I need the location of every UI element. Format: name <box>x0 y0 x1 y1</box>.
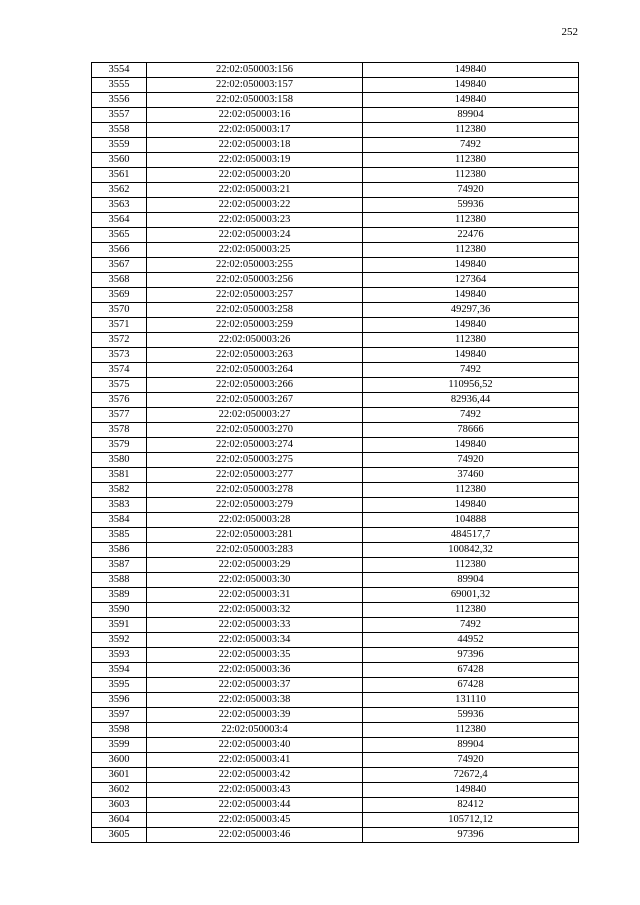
value-cell: 44952 <box>363 633 579 648</box>
row-number-cell: 3557 <box>92 108 147 123</box>
cadastral-number-cell: 22:02:050003:255 <box>147 258 363 273</box>
cadastral-number-cell: 22:02:050003:264 <box>147 363 363 378</box>
row-number-cell: 3593 <box>92 648 147 663</box>
row-number-cell: 3574 <box>92 363 147 378</box>
value-cell: 89904 <box>363 738 579 753</box>
cadastral-number-cell: 22:02:050003:158 <box>147 93 363 108</box>
table-row <box>92 333 579 348</box>
value-cell: 49297,36 <box>363 303 579 318</box>
row-number-cell: 3602 <box>92 783 147 798</box>
row-number-cell: 3555 <box>92 78 147 93</box>
cadastral-number-cell: 22:02:050003:40 <box>147 738 363 753</box>
row-number-cell: 3568 <box>92 273 147 288</box>
cadastral-number-cell: 22:02:050003:20 <box>147 168 363 183</box>
value-cell: 104888 <box>363 513 579 528</box>
row-number-cell: 3571 <box>92 318 147 333</box>
table-row <box>92 528 579 543</box>
cadastral-number-cell: 22:02:050003:30 <box>147 573 363 588</box>
row-number-cell: 3594 <box>92 663 147 678</box>
value-cell: 149840 <box>363 498 579 513</box>
table-row <box>92 123 579 138</box>
table-row <box>92 93 579 108</box>
cadastral-number-cell: 22:02:050003:22 <box>147 198 363 213</box>
value-cell: 7492 <box>363 138 579 153</box>
cadastral-number-cell: 22:02:050003:17 <box>147 123 363 138</box>
table-row <box>92 768 579 783</box>
row-number-cell: 3601 <box>92 768 147 783</box>
row-number-cell: 3582 <box>92 483 147 498</box>
row-number-cell: 3591 <box>92 618 147 633</box>
table-row <box>92 453 579 468</box>
value-cell: 89904 <box>363 573 579 588</box>
page-number: 252 <box>561 26 578 38</box>
row-number-cell: 3575 <box>92 378 147 393</box>
value-cell: 112380 <box>363 213 579 228</box>
table-row <box>92 483 579 498</box>
table-row <box>92 228 579 243</box>
value-cell: 7492 <box>363 618 579 633</box>
table-row <box>92 198 579 213</box>
table-row <box>92 708 579 723</box>
row-number-cell: 3596 <box>92 693 147 708</box>
row-number-cell: 3577 <box>92 408 147 423</box>
cadastral-number-cell: 22:02:050003:24 <box>147 228 363 243</box>
table-row <box>92 363 579 378</box>
cadastral-number-cell: 22:02:050003:157 <box>147 78 363 93</box>
row-number-cell: 3583 <box>92 498 147 513</box>
table-row <box>92 588 579 603</box>
table-row <box>92 153 579 168</box>
cadastral-number-cell: 22:02:050003:259 <box>147 318 363 333</box>
table-row <box>92 468 579 483</box>
cadastral-number-cell: 22:02:050003:258 <box>147 303 363 318</box>
table-row <box>92 243 579 258</box>
table-row <box>92 408 579 423</box>
table-row <box>92 513 579 528</box>
value-cell: 59936 <box>363 708 579 723</box>
cadastral-number-cell: 22:02:050003:256 <box>147 273 363 288</box>
cadastral-number-cell: 22:02:050003:35 <box>147 648 363 663</box>
cadastral-number-cell: 22:02:050003:44 <box>147 798 363 813</box>
row-number-cell: 3585 <box>92 528 147 543</box>
value-cell: 112380 <box>363 558 579 573</box>
cadastral-number-cell: 22:02:050003:45 <box>147 813 363 828</box>
value-cell: 22476 <box>363 228 579 243</box>
cadastral-number-cell: 22:02:050003:28 <box>147 513 363 528</box>
table-row <box>92 108 579 123</box>
cadastral-number-cell: 22:02:050003:38 <box>147 693 363 708</box>
row-number-cell: 3597 <box>92 708 147 723</box>
value-cell: 131110 <box>363 693 579 708</box>
table-row <box>92 648 579 663</box>
row-number-cell: 3563 <box>92 198 147 213</box>
value-cell: 74920 <box>363 183 579 198</box>
value-cell: 149840 <box>363 258 579 273</box>
value-cell: 112380 <box>363 123 579 138</box>
table-row <box>92 498 579 513</box>
table-row <box>92 423 579 438</box>
value-cell: 82936,44 <box>363 393 579 408</box>
cadastral-number-cell: 22:02:050003:33 <box>147 618 363 633</box>
row-number-cell: 3599 <box>92 738 147 753</box>
cadastral-number-cell: 22:02:050003:27 <box>147 408 363 423</box>
row-number-cell: 3562 <box>92 183 147 198</box>
value-cell: 74920 <box>363 453 579 468</box>
table-row <box>92 438 579 453</box>
table-row <box>92 663 579 678</box>
value-cell: 149840 <box>363 63 579 78</box>
value-cell: 112380 <box>363 333 579 348</box>
cadastral-number-cell: 22:02:050003:34 <box>147 633 363 648</box>
row-number-cell: 3586 <box>92 543 147 558</box>
value-cell: 97396 <box>363 648 579 663</box>
row-number-cell: 3604 <box>92 813 147 828</box>
cadastral-number-cell: 22:02:050003:29 <box>147 558 363 573</box>
row-number-cell: 3559 <box>92 138 147 153</box>
value-cell: 149840 <box>363 93 579 108</box>
cadastral-number-cell: 22:02:050003:257 <box>147 288 363 303</box>
cadastral-number-cell: 22:02:050003:31 <box>147 588 363 603</box>
cadastral-number-cell: 22:02:050003:263 <box>147 348 363 363</box>
table-row <box>92 348 579 363</box>
row-number-cell: 3573 <box>92 348 147 363</box>
row-number-cell: 3595 <box>92 678 147 693</box>
row-number-cell: 3587 <box>92 558 147 573</box>
row-number-cell: 3598 <box>92 723 147 738</box>
cadastral-number-cell: 22:02:050003:266 <box>147 378 363 393</box>
value-cell: 110956,52 <box>363 378 579 393</box>
row-number-cell: 3605 <box>92 828 147 843</box>
table-row <box>92 393 579 408</box>
value-cell: 82412 <box>363 798 579 813</box>
cadastral-number-cell: 22:02:050003:278 <box>147 483 363 498</box>
cadastral-number-cell: 22:02:050003:43 <box>147 783 363 798</box>
value-cell: 112380 <box>363 153 579 168</box>
value-cell: 67428 <box>363 678 579 693</box>
cadastral-number-cell: 22:02:050003:16 <box>147 108 363 123</box>
cadastral-number-cell: 22:02:050003:26 <box>147 333 363 348</box>
value-cell: 112380 <box>363 603 579 618</box>
table-row <box>92 573 579 588</box>
table-row <box>92 168 579 183</box>
value-cell: 7492 <box>363 408 579 423</box>
table-row <box>92 288 579 303</box>
table-row <box>92 753 579 768</box>
table-row <box>92 273 579 288</box>
row-number-cell: 3600 <box>92 753 147 768</box>
value-cell: 112380 <box>363 168 579 183</box>
table-row <box>92 678 579 693</box>
value-cell: 37460 <box>363 468 579 483</box>
cadastral-number-cell: 22:02:050003:281 <box>147 528 363 543</box>
row-number-cell: 3567 <box>92 258 147 273</box>
table-row <box>92 693 579 708</box>
value-cell: 67428 <box>363 663 579 678</box>
row-number-cell: 3565 <box>92 228 147 243</box>
table-row <box>92 813 579 828</box>
row-number-cell: 3588 <box>92 573 147 588</box>
table-row <box>92 318 579 333</box>
row-number-cell: 3564 <box>92 213 147 228</box>
cadastral-number-cell: 22:02:050003:267 <box>147 393 363 408</box>
cadastral-number-cell: 22:02:050003:18 <box>147 138 363 153</box>
table-row <box>92 63 579 78</box>
table-body <box>92 63 579 843</box>
cadastral-number-cell: 22:02:050003:37 <box>147 678 363 693</box>
table-row <box>92 138 579 153</box>
value-cell: 484517,7 <box>363 528 579 543</box>
cadastral-number-cell: 22:02:050003:46 <box>147 828 363 843</box>
cadastral-number-cell: 22:02:050003:25 <box>147 243 363 258</box>
table-row <box>92 618 579 633</box>
row-number-cell: 3580 <box>92 453 147 468</box>
value-cell: 59936 <box>363 198 579 213</box>
table-row <box>92 828 579 843</box>
value-cell: 149840 <box>363 78 579 93</box>
table-row <box>92 78 579 93</box>
row-number-cell: 3570 <box>92 303 147 318</box>
cadastral-number-cell: 22:02:050003:274 <box>147 438 363 453</box>
row-number-cell: 3572 <box>92 333 147 348</box>
value-cell: 7492 <box>363 363 579 378</box>
cadastral-number-cell: 22:02:050003:19 <box>147 153 363 168</box>
table-row <box>92 723 579 738</box>
table-row <box>92 558 579 573</box>
cadastral-number-cell: 22:02:050003:156 <box>147 63 363 78</box>
row-number-cell: 3558 <box>92 123 147 138</box>
value-cell: 97396 <box>363 828 579 843</box>
row-number-cell: 3590 <box>92 603 147 618</box>
value-cell: 69001,32 <box>363 588 579 603</box>
row-number-cell: 3584 <box>92 513 147 528</box>
value-cell: 127364 <box>363 273 579 288</box>
value-cell: 89904 <box>363 108 579 123</box>
row-number-cell: 3578 <box>92 423 147 438</box>
value-cell: 112380 <box>363 723 579 738</box>
cadastral-number-cell: 22:02:050003:42 <box>147 768 363 783</box>
value-cell: 149840 <box>363 438 579 453</box>
table-row <box>92 738 579 753</box>
value-cell: 112380 <box>363 243 579 258</box>
table-row <box>92 183 579 198</box>
row-number-cell: 3556 <box>92 93 147 108</box>
cadastral-number-cell: 22:02:050003:283 <box>147 543 363 558</box>
cadastral-number-cell: 22:02:050003:21 <box>147 183 363 198</box>
row-number-cell: 3569 <box>92 288 147 303</box>
value-cell: 149840 <box>363 318 579 333</box>
table-row <box>92 303 579 318</box>
value-cell: 100842,32 <box>363 543 579 558</box>
table-row <box>92 633 579 648</box>
row-number-cell: 3579 <box>92 438 147 453</box>
row-number-cell: 3566 <box>92 243 147 258</box>
value-cell: 149840 <box>363 348 579 363</box>
table-row <box>92 258 579 273</box>
cadastral-number-cell: 22:02:050003:277 <box>147 468 363 483</box>
cadastral-number-cell: 22:02:050003:23 <box>147 213 363 228</box>
table-row <box>92 798 579 813</box>
cadastral-number-cell: 22:02:050003:4 <box>147 723 363 738</box>
row-number-cell: 3560 <box>92 153 147 168</box>
cadastral-number-cell: 22:02:050003:36 <box>147 663 363 678</box>
value-cell: 78666 <box>363 423 579 438</box>
table-row <box>92 603 579 618</box>
row-number-cell: 3561 <box>92 168 147 183</box>
cadastral-number-cell: 22:02:050003:275 <box>147 453 363 468</box>
table-row <box>92 213 579 228</box>
cadastral-number-cell: 22:02:050003:39 <box>147 708 363 723</box>
value-cell: 149840 <box>363 288 579 303</box>
value-cell: 112380 <box>363 483 579 498</box>
row-number-cell: 3603 <box>92 798 147 813</box>
value-cell: 105712,12 <box>363 813 579 828</box>
table-row <box>92 378 579 393</box>
cadastral-number-cell: 22:02:050003:41 <box>147 753 363 768</box>
row-number-cell: 3576 <box>92 393 147 408</box>
table-row <box>92 543 579 558</box>
row-number-cell: 3581 <box>92 468 147 483</box>
table-row <box>92 783 579 798</box>
cadastral-number-cell: 22:02:050003:32 <box>147 603 363 618</box>
cadastral-number-cell: 22:02:050003:270 <box>147 423 363 438</box>
row-number-cell: 3592 <box>92 633 147 648</box>
data-table <box>91 62 579 843</box>
row-number-cell: 3589 <box>92 588 147 603</box>
row-number-cell: 3554 <box>92 63 147 78</box>
value-cell: 74920 <box>363 753 579 768</box>
value-cell: 72672,4 <box>363 768 579 783</box>
cadastral-number-cell: 22:02:050003:279 <box>147 498 363 513</box>
value-cell: 149840 <box>363 783 579 798</box>
